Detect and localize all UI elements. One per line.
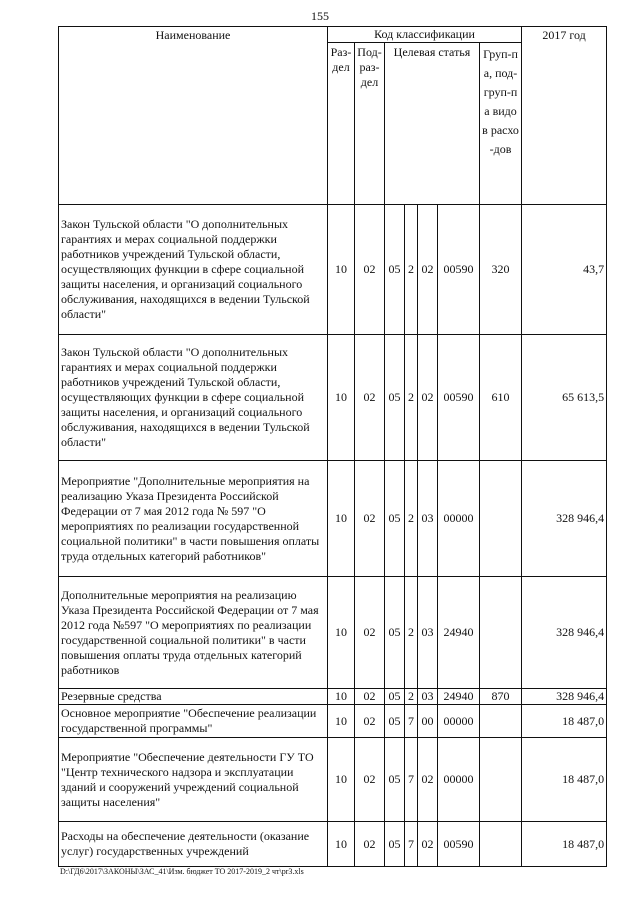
row-target-1: 05	[385, 577, 405, 689]
row-name: Закон Тульской области "О дополнительных гарантиях и мерах социальной поддержки работников учреждений Тульской области, осуществляющих функции в сфере социальной защиты населения, и организаций социального обслуживания, находящихся в ведении Тульской области"	[59, 335, 328, 461]
header-row-top	[59, 27, 607, 43]
table-row	[59, 461, 607, 577]
row-razdel: 10	[328, 577, 355, 689]
row-podrazdel: 02	[355, 705, 385, 738]
row-razdel: 10	[328, 335, 355, 461]
row-target-1: 05	[385, 738, 405, 822]
row-name: Мероприятие "Обеспечение деятельности ГУ ТО "Центр технического надзора и эксплуатации зданий и сооружений учреждений социальной защиты населения"	[59, 738, 328, 822]
row-amount: 328 946,4	[522, 461, 607, 577]
row-target-4: 00590	[438, 205, 480, 335]
row-target-1: 05	[385, 689, 405, 705]
row-target-3: 03	[418, 577, 438, 689]
row-target-2: 2	[405, 577, 418, 689]
row-amount: 18 487,0	[522, 822, 607, 867]
row-target-4: 00000	[438, 738, 480, 822]
row-target-3: 02	[418, 738, 438, 822]
row-razdel: 10	[328, 705, 355, 738]
table-row	[59, 577, 607, 689]
row-target-1: 05	[385, 335, 405, 461]
col-header-year: 2017 год	[522, 27, 607, 205]
row-name: Дополнительные мероприятия на реализацию Указа Президента Российской Федерации от 7 мая 2012 года №597 "О мероприятиях по реализации государственной социальной политики" в части повышения оплаты труда отдельных категорий работников	[59, 577, 328, 689]
row-target-2: 2	[405, 335, 418, 461]
row-group: 320	[480, 205, 522, 335]
row-target-4: 00000	[438, 705, 480, 738]
row-target-4: 24940	[438, 577, 480, 689]
row-amount: 328 946,4	[522, 689, 607, 705]
row-podrazdel: 02	[355, 822, 385, 867]
col-header-name: Наименование	[59, 27, 328, 205]
col-header-razdel: Раз-дел	[328, 43, 355, 205]
row-podrazdel: 02	[355, 577, 385, 689]
col-header-target: Целевая статья	[385, 43, 480, 205]
row-target-2: 7	[405, 705, 418, 738]
row-target-1: 05	[385, 705, 405, 738]
row-target-1: 05	[385, 822, 405, 867]
row-target-1: 05	[385, 461, 405, 577]
row-name: Основное мероприятие "Обеспечение реализации государственной программы"	[59, 705, 328, 738]
row-group	[480, 822, 522, 867]
row-target-3: 02	[418, 205, 438, 335]
page-number: 155	[311, 9, 329, 23]
row-podrazdel: 02	[355, 461, 385, 577]
row-razdel: 10	[328, 689, 355, 705]
row-name: Закон Тульской области "О дополнительных гарантиях и мерах социальной поддержки работников учреждений Тульской области, осуществляющих функции в сфере социальной защиты населения, и организаций социального обслуживания, находящихся в ведении Тульской области"	[59, 205, 328, 335]
row-target-2: 7	[405, 822, 418, 867]
row-amount: 328 946,4	[522, 577, 607, 689]
row-group: 870	[480, 689, 522, 705]
row-target-2: 2	[405, 461, 418, 577]
row-podrazdel: 02	[355, 205, 385, 335]
row-name: Мероприятие "Дополнительные мероприятия на реализацию Указа Президента Российской Федерации от 7 мая 2012 года № 597 "О мероприятиях по реализации государственной социальной политики" в части повышения оплаты труда отдельных категорий работников"	[59, 461, 328, 577]
row-podrazdel: 02	[355, 738, 385, 822]
table-row	[59, 705, 607, 738]
table-row	[59, 205, 607, 335]
col-header-group: Груп-па, под-груп-па видов расхо-дов	[480, 43, 522, 205]
row-amount: 18 487,0	[522, 705, 607, 738]
table-row	[59, 822, 607, 867]
row-amount: 18 487,0	[522, 738, 607, 822]
col-header-podrazdel: Под-раз-дел	[355, 43, 385, 205]
table-row	[59, 335, 607, 461]
table-row	[59, 689, 607, 705]
row-razdel: 10	[328, 822, 355, 867]
row-target-1: 05	[385, 205, 405, 335]
row-target-4: 24940	[438, 689, 480, 705]
row-group	[480, 705, 522, 738]
row-razdel: 10	[328, 205, 355, 335]
row-target-3: 02	[418, 335, 438, 461]
row-amount: 65 613,5	[522, 335, 607, 461]
row-target-4: 00590	[438, 335, 480, 461]
row-group	[480, 461, 522, 577]
row-group	[480, 738, 522, 822]
row-amount: 43,7	[522, 205, 607, 335]
row-podrazdel: 02	[355, 335, 385, 461]
row-group	[480, 577, 522, 689]
row-name: Резервные средства	[59, 689, 328, 705]
row-target-2: 2	[405, 689, 418, 705]
row-podrazdel: 02	[355, 689, 385, 705]
row-target-3: 02	[418, 822, 438, 867]
row-razdel: 10	[328, 738, 355, 822]
row-razdel: 10	[328, 461, 355, 577]
row-target-3: 03	[418, 461, 438, 577]
row-target-3: 00	[418, 705, 438, 738]
row-target-4: 00000	[438, 461, 480, 577]
file-path-footer: D:\ГД6\2017\ЗАКОНЫ\ЗАС_41\Изм. бюджет ТО 2017-2019_2 чт\pr3.xls	[60, 867, 304, 876]
row-target-2: 7	[405, 738, 418, 822]
table-row	[59, 738, 607, 822]
row-target-4: 00590	[438, 822, 480, 867]
row-target-2: 2	[405, 205, 418, 335]
budget-table	[58, 26, 607, 867]
row-name: Расходы на обеспечение деятельности (оказание услуг) государственных учреждений	[59, 822, 328, 867]
row-target-3: 03	[418, 689, 438, 705]
col-header-code-group: Код классификации	[328, 27, 522, 43]
row-group: 610	[480, 335, 522, 461]
